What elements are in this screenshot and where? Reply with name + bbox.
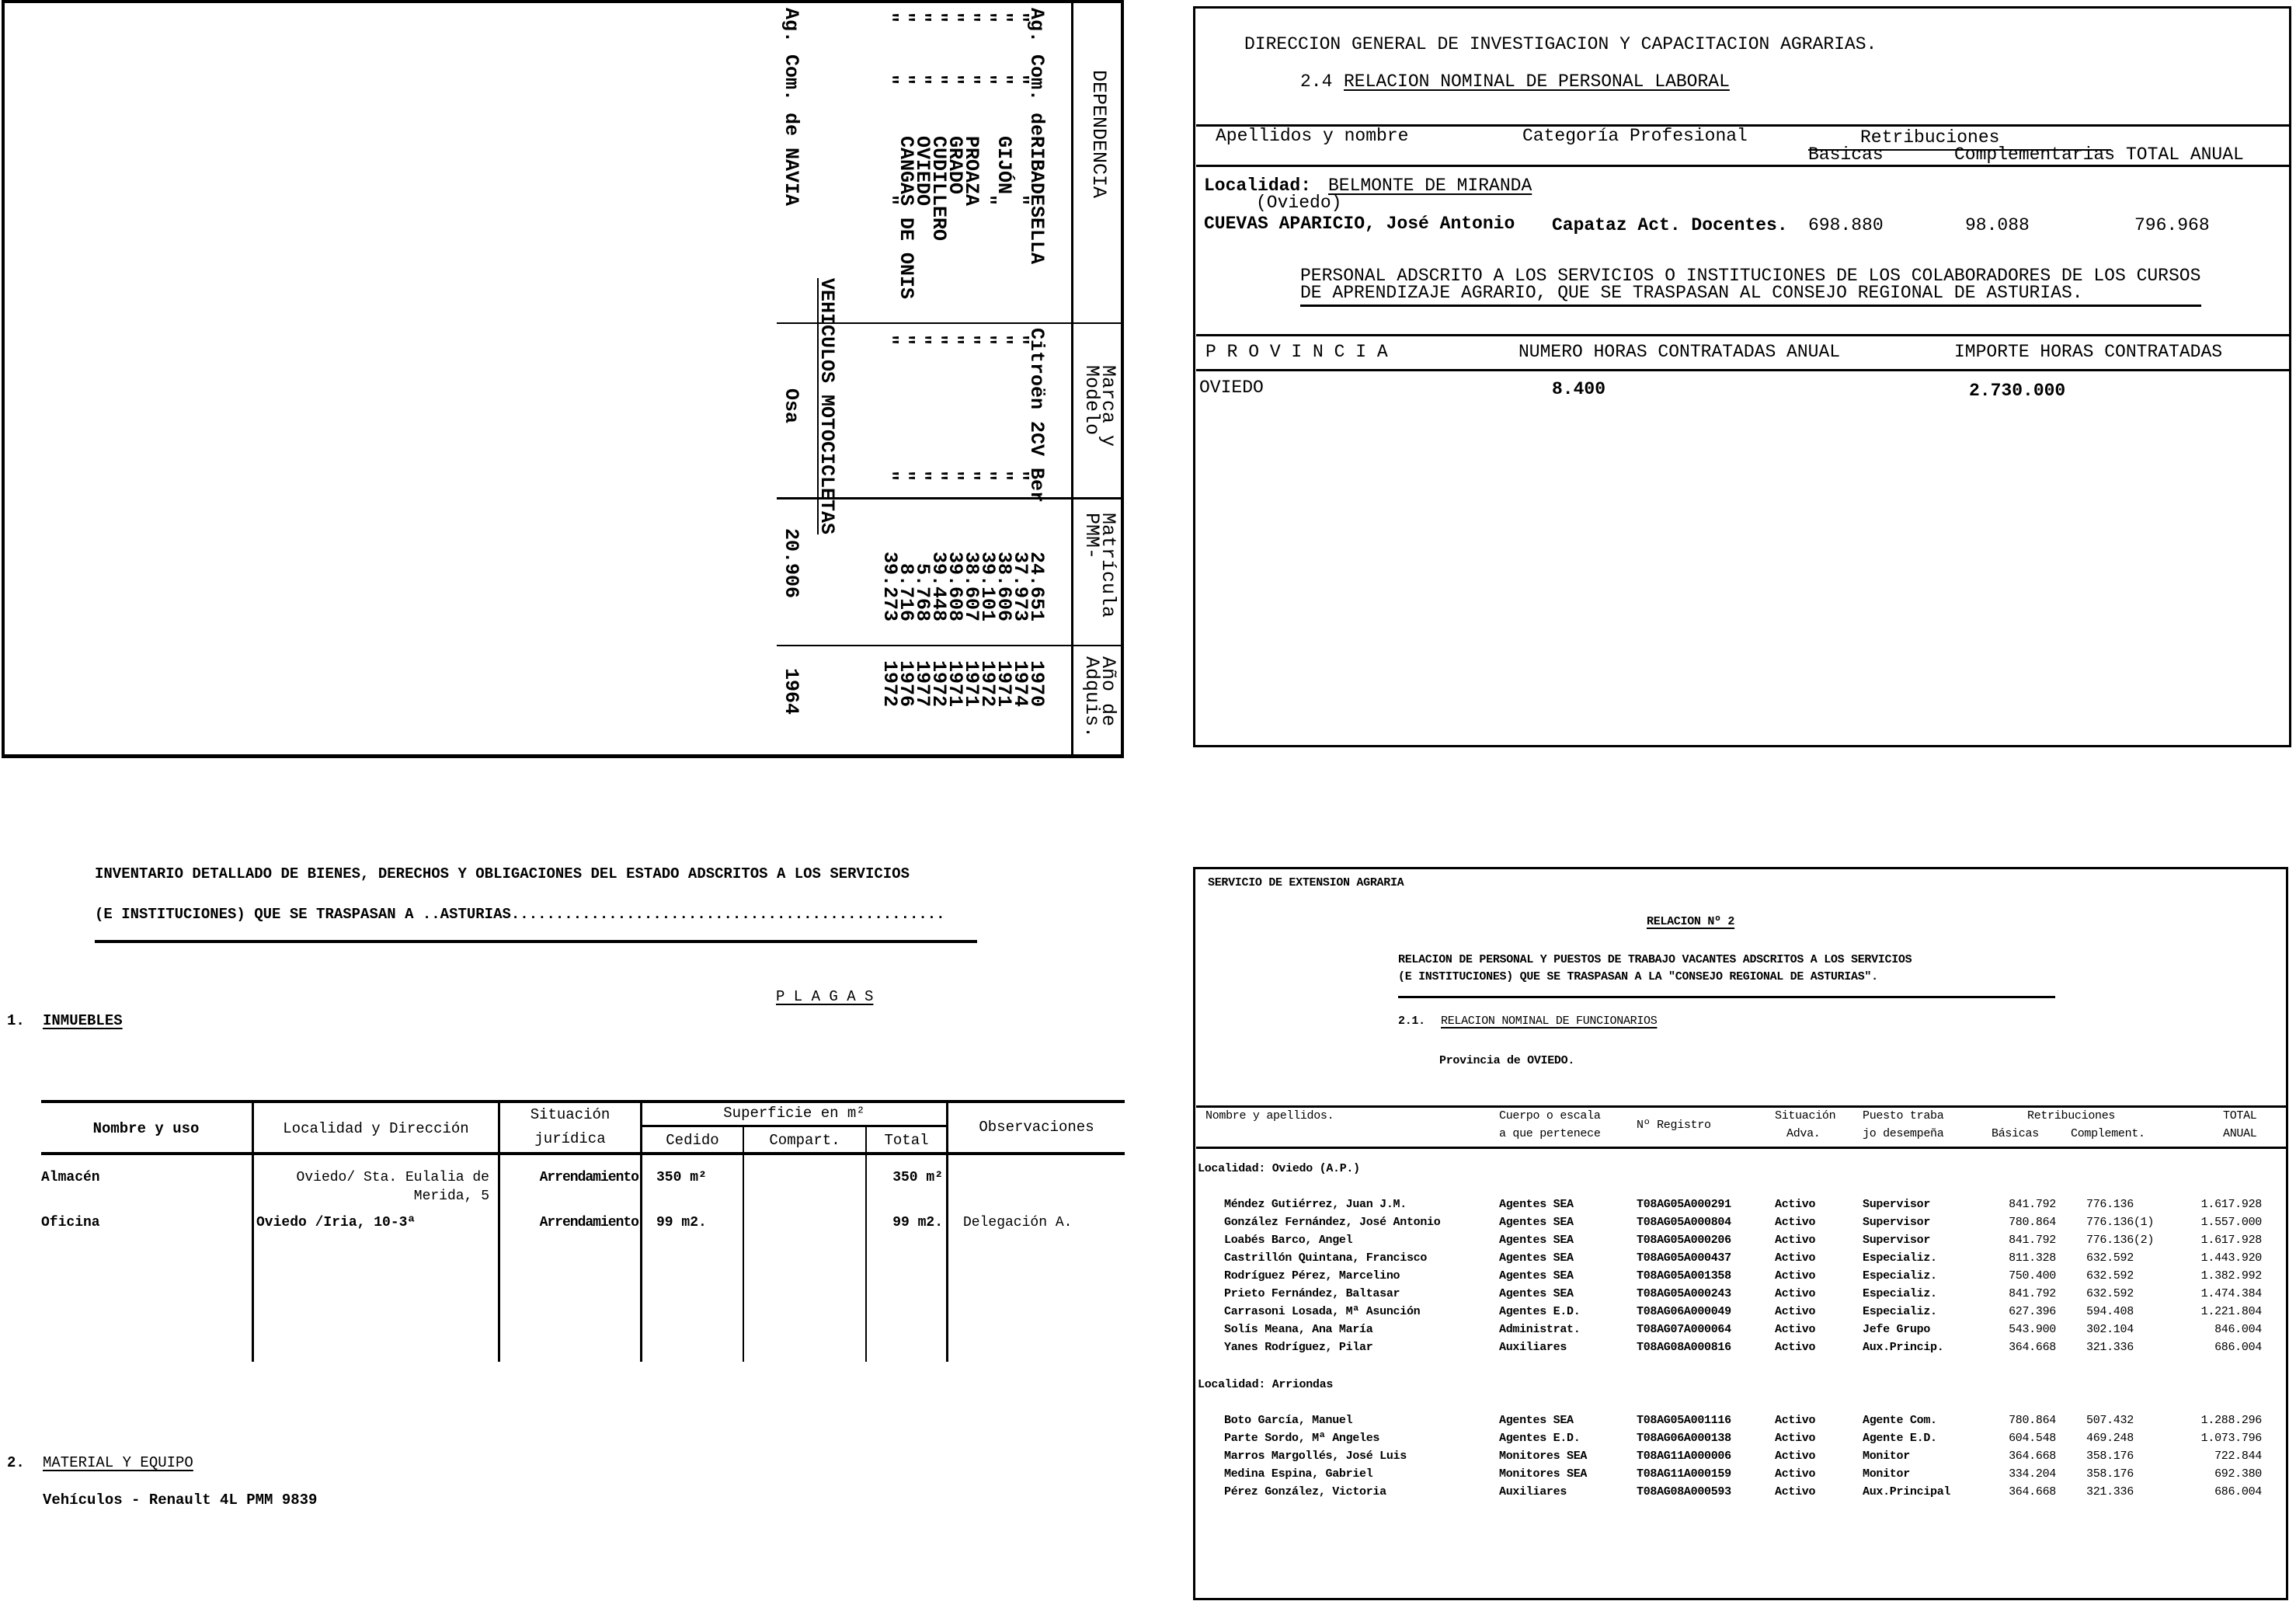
row-dependencia: " <box>976 194 999 207</box>
section-1-num: 1. <box>7 1012 25 1029</box>
row-cuerpo: Agentes SEA <box>1499 1198 1574 1211</box>
row-anio: 1977 <box>911 660 934 708</box>
header-situacion-2: Adva. <box>1786 1127 1821 1140</box>
localidad-sub: (Oviedo) <box>1256 193 1342 213</box>
row-total: 1.617.928 <box>2200 1234 2262 1247</box>
row-total: 1.443.920 <box>2200 1251 2262 1265</box>
row-cuerpo: Monitores SEA <box>1499 1450 1588 1463</box>
row-registro: T08AG08A000816 <box>1637 1341 1731 1354</box>
funcionarios-paragraph-1: RELACION DE PERSONAL Y PUESTOS DE TRABAJO VACANTES ADSCRITOS A LOS SERVICIOS <box>1398 953 1912 966</box>
row-registro: T08AG11A000159 <box>1637 1467 1731 1481</box>
moto-anio: 1964 <box>780 668 802 715</box>
laboral-title: DIRECCION GENERAL DE INVESTIGACION Y CAPACITACION AGRARIAS. <box>1244 34 1877 54</box>
row-marca: Citroën 2CV Ber <box>1025 328 1048 503</box>
row-localidad: Oviedo/ Sta. Eulalia de <box>296 1170 489 1185</box>
moto-matricula: 20.906 <box>780 528 802 599</box>
row-cuerpo: Agentes E.D. <box>1499 1432 1581 1445</box>
laboral-row-nombre: CUEVAS APARICIO, José Antonio <box>1204 214 1515 234</box>
row-cuerpo: Agentes SEA <box>1499 1414 1574 1427</box>
row-situacion: Activo <box>1775 1414 1816 1427</box>
row-registro: T08AG05A001116 <box>1637 1414 1731 1427</box>
row-basicas: 364.668 <box>2009 1450 2056 1463</box>
inventario-title-2: (E INSTITUCIONES) QUE SE TRASPASAN A ..ASTURIAS................................................. <box>95 906 945 923</box>
row-situacion: Activo <box>1775 1341 1816 1354</box>
row-registro: T08AG05A000291 <box>1637 1198 1731 1211</box>
row-cedido: 99 m2. <box>656 1215 707 1230</box>
row-matricula: 38.606 <box>993 551 1015 621</box>
ditto-mark: " <box>976 74 999 86</box>
laboral-subtitle-num: 2.4 <box>1300 71 1333 92</box>
row-nombre: Méndez Gutiérrez, Juan J.M. <box>1224 1198 1407 1211</box>
row-cuerpo: Auxiliares <box>1499 1485 1567 1498</box>
row-registro: T08AG08A000593 <box>1637 1485 1731 1498</box>
row-cuerpo: Agentes SEA <box>1499 1269 1574 1283</box>
localidad-name: BELMONTE DE MIRANDA <box>1328 176 1532 196</box>
header-apellidos: Apellidos y nombre <box>1216 126 1409 146</box>
row-total: 686.004 <box>2214 1341 2262 1354</box>
section-1-title: INMUEBLES <box>43 1012 123 1029</box>
row-cuerpo: Monitores SEA <box>1499 1467 1588 1481</box>
ditto-mark: " <box>993 12 1015 24</box>
ditto-mark: " <box>927 74 950 86</box>
row-situacion: Arrendamiento <box>539 1215 638 1230</box>
row-complement: 358.176 <box>2086 1450 2134 1463</box>
row-complement: 594.408 <box>2086 1305 2134 1318</box>
section-2-title: MATERIAL Y EQUIPO <box>43 1454 193 1471</box>
row-puesto: Especializ. <box>1863 1269 1937 1283</box>
header-situacion-1: Situación <box>530 1106 611 1123</box>
row-total: 846.004 <box>2214 1323 2262 1336</box>
row-marca: " <box>993 334 1015 346</box>
row-complement: 321.336 <box>2086 1485 2134 1498</box>
row-localidad: Oviedo /Iria, 10-3ª <box>256 1215 416 1230</box>
ditto-mark: " <box>944 74 966 86</box>
row-anio: 1971 <box>944 660 966 708</box>
row-matricula: 38.607 <box>960 551 983 621</box>
row-basicas: 543.900 <box>2009 1323 2056 1336</box>
row-puesto: Supervisor <box>1863 1198 1931 1211</box>
ditto-mark: " <box>944 12 966 24</box>
row-anio: 1970 <box>1025 660 1048 708</box>
row-basicas: 627.396 <box>2009 1305 2056 1318</box>
ditto-mark: " <box>911 12 934 24</box>
header-horas: NUMERO HORAS CONTRATADAS ANUAL <box>1518 342 1841 362</box>
row-situacion: Activo <box>1775 1323 1816 1336</box>
row-anio: 1972 <box>976 660 999 708</box>
header-nombre: Nombre y apellidos. <box>1205 1109 1334 1122</box>
row-marca: " <box>976 334 999 346</box>
localidad-label: Localidad: <box>1204 176 1312 196</box>
row-nombre: Loabés Barco, Angel <box>1224 1234 1353 1247</box>
row-marca: " <box>911 334 934 346</box>
row-situacion: Activo <box>1775 1432 1816 1445</box>
row-complement: 776.136(2) <box>2086 1234 2155 1247</box>
laboral-row-total: 796.968 <box>2134 215 2210 235</box>
row-prefix: Ag. Com. de <box>1025 8 1048 137</box>
inventario-title-1: INVENTARIO DETALLADO DE BIENES, DERECHOS Y OBLIGACIONES DEL ESTADO ADSCRITOS A LOS SERVICIOS <box>95 865 910 882</box>
row-basicas: 841.792 <box>2009 1234 2056 1247</box>
row-matricula: 39.273 <box>878 551 901 621</box>
row-complement: 469.248 <box>2086 1432 2134 1445</box>
row-dependencia: " <box>878 194 901 207</box>
row-complement: 632.592 <box>2086 1287 2134 1300</box>
row-total: 1.288.296 <box>2200 1414 2262 1427</box>
funcionarios-service: SERVICIO DE EXTENSION AGRARIA <box>1208 876 1404 889</box>
row-matricula: 39.101 <box>976 551 999 621</box>
row-situacion: Activo <box>1775 1287 1816 1300</box>
row-total: 1.617.928 <box>2200 1198 2262 1211</box>
header-retribuciones: Retribuciones <box>2027 1109 2116 1122</box>
row-puesto: Especializ. <box>1863 1251 1937 1265</box>
row-marca: " <box>878 334 901 346</box>
row-total: 692.380 <box>2214 1467 2262 1481</box>
row-situacion: Activo <box>1775 1467 1816 1481</box>
header-superficie: Superficie en m² <box>723 1105 865 1122</box>
row-nombre: Almacén <box>41 1170 100 1185</box>
header-total-2: ANUAL <box>2223 1127 2257 1140</box>
ditto-mark: " <box>944 470 966 482</box>
row-basicas: 780.864 <box>2009 1216 2056 1229</box>
row-puesto: Monitor <box>1863 1450 1910 1463</box>
row-dependencia: GIJÓN <box>993 136 1015 195</box>
ditto-mark: " <box>1009 12 1031 24</box>
ditto-mark: " <box>960 12 983 24</box>
row-basicas: 780.864 <box>2009 1414 2056 1427</box>
row-complement: 321.336 <box>2086 1341 2134 1354</box>
row-registro: T08AG05A000206 <box>1637 1234 1731 1247</box>
row-situacion: Activo <box>1775 1485 1816 1498</box>
row-basicas: 364.668 <box>2009 1485 2056 1498</box>
row-puesto: Especializ. <box>1863 1287 1937 1300</box>
row-dependencia: OVIEDO <box>911 136 934 207</box>
row-matricula: 5.768 <box>911 562 934 621</box>
ditto-mark: " <box>976 470 999 482</box>
laboral-subtitle: RELACION NOMINAL DE PERSONAL LABORAL <box>1344 71 1730 92</box>
row-complement: 776.136 <box>2086 1198 2134 1211</box>
row-basicas: 811.328 <box>2009 1251 2056 1265</box>
row-puesto: Jefe Grupo <box>1863 1323 1931 1336</box>
row-anio: 1971 <box>960 660 983 708</box>
localidad-heading: Localidad: Oviedo (A.P.) <box>1198 1162 1360 1175</box>
row-complement: 776.136(1) <box>2086 1216 2155 1229</box>
row-puesto: Supervisor <box>1863 1216 1931 1229</box>
row-marca: " <box>944 334 966 346</box>
row-cuerpo: Agentes SEA <box>1499 1216 1574 1229</box>
row-marca: " <box>895 334 917 346</box>
row-situacion: Activo <box>1775 1269 1816 1283</box>
ditto-mark: " <box>993 470 1015 482</box>
header-categoria: Categoría Profesional <box>1522 126 1748 146</box>
laboral-row-categoria: Capataz Act. Docentes. <box>1552 215 1788 235</box>
row-nombre: Oficina <box>41 1215 100 1230</box>
row-puesto: Aux.Principal <box>1863 1485 1951 1498</box>
row-dependencia: RIBADESELLA <box>1025 136 1048 265</box>
row-registro: T08AG05A000804 <box>1637 1216 1731 1229</box>
header-basicas: Básicas <box>1992 1127 2039 1140</box>
row-basicas: 364.668 <box>2009 1341 2056 1354</box>
ditto-mark: " <box>1009 74 1031 86</box>
row-puesto: Monitor <box>1863 1467 1910 1481</box>
ditto-mark: " <box>895 74 917 86</box>
localidad-heading: Localidad: Arriondas <box>1198 1378 1334 1391</box>
prov-row-horas: 8.400 <box>1552 379 1606 399</box>
relacion-number: RELACION Nº 2 <box>1647 915 1735 928</box>
service-name: P L A G A S <box>776 988 874 1005</box>
header-puesto-1: Puesto traba <box>1863 1109 1944 1122</box>
prov-row-importe: 2.730.000 <box>1969 381 2066 401</box>
row-dependencia: " <box>1009 194 1031 207</box>
row-localidad-2: Merida, 5 <box>413 1189 489 1204</box>
row-total: 99 m2. <box>892 1215 943 1230</box>
header-total-1: TOTAL <box>2223 1109 2257 1122</box>
row-anio: 1974 <box>1009 660 1031 708</box>
ditto-mark: " <box>993 74 1015 86</box>
row-cuerpo: Agentes SEA <box>1499 1287 1574 1300</box>
section-2-num: 2. <box>7 1454 25 1471</box>
vehiculos-line: Vehículos - Renault 4L PMM 9839 <box>43 1491 318 1509</box>
row-basicas: 604.548 <box>2009 1432 2056 1445</box>
section-title: RELACION NOMINAL DE FUNCIONARIOS <box>1441 1015 1658 1028</box>
header-localidad: Localidad y Dirección <box>283 1120 469 1137</box>
row-observaciones: Delegación A. <box>963 1215 1073 1230</box>
row-puesto: Aux.Princip. <box>1863 1341 1944 1354</box>
row-anio: 1972 <box>927 660 950 708</box>
row-total: 686.004 <box>2214 1485 2262 1498</box>
header-retribuciones: Retribuciones <box>1860 127 2000 148</box>
ditto-mark: " <box>878 74 901 86</box>
row-total: 350 m² <box>892 1170 943 1185</box>
row-total: 1.382.992 <box>2200 1269 2262 1283</box>
row-registro: T08AG11A000006 <box>1637 1450 1731 1463</box>
row-situacion: Activo <box>1775 1198 1816 1211</box>
ditto-mark: " <box>911 74 934 86</box>
header-complementarias: Complementarias <box>1954 144 2116 165</box>
header-marca: Marca y Modelo <box>1080 365 1119 447</box>
header-cuerpo-2: a que pertenece <box>1499 1127 1601 1140</box>
row-complement: 302.104 <box>2086 1323 2134 1336</box>
header-provincia: P R O V I N C I A <box>1205 342 1388 362</box>
funcionarios-paragraph-2: (E INSTITUCIONES) QUE SE TRASPASAN A LA "CONSEJO REGIONAL DE ASTURIAS". <box>1398 970 1878 983</box>
row-basicas: 841.792 <box>2009 1287 2056 1300</box>
header-nombre-uso: Nombre y uso <box>92 1120 200 1137</box>
row-nombre: Solís Meana, Ana María <box>1224 1323 1373 1336</box>
row-dependencia: CUDILLERO <box>927 136 950 242</box>
row-basicas: 334.204 <box>2009 1467 2056 1481</box>
row-matricula: 8.716 <box>895 562 917 621</box>
header-situacion-1: Situación <box>1775 1109 1836 1122</box>
ditto-mark: " <box>895 470 917 482</box>
row-nombre: Castrillón Quintana, Francisco <box>1224 1251 1428 1265</box>
row-registro: T08AG07A000064 <box>1637 1323 1731 1336</box>
row-puesto: Agente E.D. <box>1863 1432 1937 1445</box>
row-basicas: 841.792 <box>2009 1198 2056 1211</box>
ditto-mark: " <box>927 12 950 24</box>
section-num: 2.1. <box>1398 1015 1425 1028</box>
row-matricula: 39.608 <box>944 551 966 621</box>
header-total-anual: TOTAL ANUAL <box>2126 144 2244 165</box>
row-total: 1.557.000 <box>2200 1216 2262 1229</box>
row-dependencia: PROAZA <box>960 136 983 207</box>
row-registro: T08AG05A000437 <box>1637 1251 1731 1265</box>
row-situacion: Arrendamiento <box>539 1170 638 1185</box>
prov-row-provincia: OVIEDO <box>1199 378 1264 398</box>
laboral-paragraph-1: PERSONAL ADSCRITO A LOS SERVICIOS O INSTITUCIONES DE LOS COLABORADORES DE LOS CURSOS <box>1300 266 2201 286</box>
row-situacion: Activo <box>1775 1234 1816 1247</box>
row-total: 1.073.796 <box>2200 1432 2262 1445</box>
vehicles-table <box>777 0 1122 757</box>
row-nombre: Prieto Fernández, Baltasar <box>1224 1287 1400 1300</box>
laboral-row-basicas: 698.880 <box>1808 215 1884 235</box>
header-registro: Nº Registro <box>1637 1119 1711 1132</box>
row-marca: " <box>1009 334 1031 346</box>
row-nombre: Pérez González, Victoria <box>1224 1485 1386 1498</box>
ditto-mark: " <box>927 470 950 482</box>
row-basicas: 750.400 <box>2009 1269 2056 1283</box>
row-cuerpo: Agentes SEA <box>1499 1234 1574 1247</box>
header-cuerpo-1: Cuerpo o escala <box>1499 1109 1601 1122</box>
row-anio: 1971 <box>993 660 1015 708</box>
header-importe: IMPORTE HORAS CONTRATADAS <box>1954 342 2223 362</box>
ditto-mark: " <box>878 12 901 24</box>
ditto-mark: " <box>1009 470 1031 482</box>
moto-dependencia: Ag. Com. de NAVIA <box>780 8 802 207</box>
header-cedido: Cedido <box>666 1132 719 1149</box>
row-nombre: Marros Margollés, José Luis <box>1224 1450 1407 1463</box>
header-matricula: Matrícula PMM- <box>1080 513 1119 618</box>
row-nombre: Yanes Rodríguez, Pilar <box>1224 1341 1373 1354</box>
row-cuerpo: Agentes SEA <box>1499 1251 1574 1265</box>
row-puesto: Agente Com. <box>1863 1414 1937 1427</box>
laboral-paragraph-2: DE APRENDIZAJE AGRARIO, QUE SE TRASPASAN AL CONSEJO REGIONAL DE ASTURIAS. <box>1300 283 2083 303</box>
row-marca: " <box>927 334 950 346</box>
row-situacion: Activo <box>1775 1305 1816 1318</box>
laboral-row-complementarias: 98.088 <box>1965 215 2030 235</box>
row-situacion: Activo <box>1775 1450 1816 1463</box>
moto-marca: Osa <box>780 388 802 424</box>
row-matricula: 37.973 <box>1009 551 1031 621</box>
row-nombre: Boto García, Manuel <box>1224 1414 1353 1427</box>
row-nombre: Medina Espina, Gabriel <box>1224 1467 1373 1481</box>
ditto-mark: " <box>960 74 983 86</box>
row-registro: T08AG05A001358 <box>1637 1269 1731 1283</box>
header-total: Total <box>884 1132 929 1149</box>
row-matricula: 24.651 <box>1025 551 1048 621</box>
header-situacion-2: jurídica <box>534 1130 606 1147</box>
header-observaciones: Observaciones <box>979 1119 1094 1136</box>
ditto-mark: " <box>878 470 901 482</box>
ditto-mark: " <box>911 470 934 482</box>
row-marca: " <box>960 334 983 346</box>
header-dependencia: DEPENDENCIA <box>1087 70 1110 199</box>
row-anio: 1976 <box>895 660 917 708</box>
row-nombre: Rodríguez Pérez, Marcelino <box>1224 1269 1400 1283</box>
row-registro: T08AG05A000243 <box>1637 1287 1731 1300</box>
row-dependencia: CANGAS DE ONIS <box>895 136 917 300</box>
row-situacion: Activo <box>1775 1216 1816 1229</box>
row-registro: T08AG06A000049 <box>1637 1305 1731 1318</box>
row-total: 1.221.804 <box>2200 1305 2262 1318</box>
header-complement: Complement. <box>2071 1127 2145 1140</box>
header-basicas: Basicas <box>1808 144 1884 165</box>
row-nombre: González Fernández, José Antonio <box>1224 1216 1441 1229</box>
header-puesto-2: jo desempeña <box>1863 1127 1944 1140</box>
row-nombre: Carrasoni Losada, Mª Asunción <box>1224 1305 1421 1318</box>
row-total: 722.844 <box>2214 1450 2262 1463</box>
ditto-mark: " <box>976 12 999 24</box>
row-complement: 507.432 <box>2086 1414 2134 1427</box>
provincia-label: Provincia de OVIEDO. <box>1439 1054 1575 1067</box>
row-cuerpo: Auxiliares <box>1499 1341 1567 1354</box>
row-nombre: Parte Sordo, Mª Angeles <box>1224 1432 1380 1445</box>
row-situacion: Activo <box>1775 1251 1816 1265</box>
ditto-mark: " <box>895 12 917 24</box>
row-cedido: 350 m² <box>656 1170 707 1185</box>
header-anio: Año de Adquis. <box>1080 656 1119 739</box>
row-puesto: Supervisor <box>1863 1234 1931 1247</box>
row-complement: 358.176 <box>2086 1467 2134 1481</box>
section-motocicletas: VEHICULOS MOTOCICLETAS <box>816 278 838 535</box>
row-total: 1.474.384 <box>2200 1287 2262 1300</box>
row-matricula: 39.448 <box>927 551 950 621</box>
row-complement: 632.592 <box>2086 1251 2134 1265</box>
row-cuerpo: Agentes E.D. <box>1499 1305 1581 1318</box>
ditto-mark: " <box>960 470 983 482</box>
laboral-panel <box>1193 6 2291 747</box>
row-puesto: Especializ. <box>1863 1305 1937 1318</box>
row-complement: 632.592 <box>2086 1269 2134 1283</box>
row-registro: T08AG06A000138 <box>1637 1432 1731 1445</box>
header-compart: Compart. <box>769 1132 840 1149</box>
row-dependencia: GRADO <box>944 136 966 195</box>
row-anio: 1972 <box>878 660 901 708</box>
row-cuerpo: Administrat. <box>1499 1323 1581 1336</box>
